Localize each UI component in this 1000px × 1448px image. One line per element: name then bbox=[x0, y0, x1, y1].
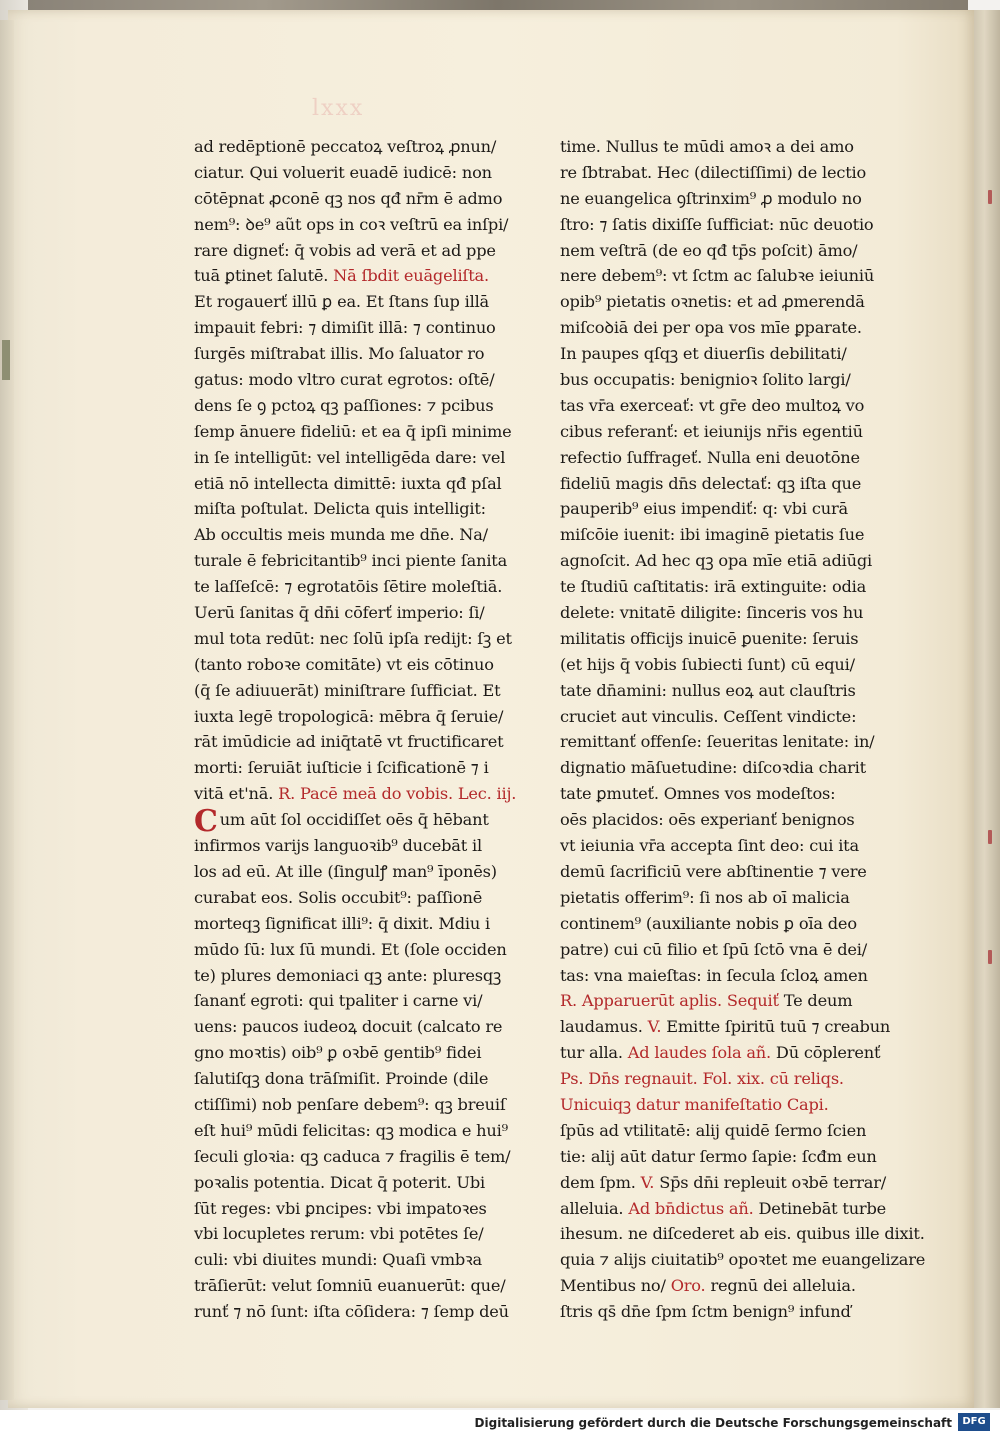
text-line bbox=[560, 729, 905, 755]
text-line bbox=[560, 1040, 905, 1066]
line-text: miſcōie iuenit: ibi imaginē pietatis ſue bbox=[560, 525, 865, 545]
text-line bbox=[560, 781, 905, 807]
text-line bbox=[560, 1092, 905, 1118]
text-line bbox=[194, 885, 534, 911]
text-line bbox=[560, 911, 905, 937]
text-line bbox=[560, 1273, 905, 1299]
text-line bbox=[560, 341, 905, 367]
text-line bbox=[560, 1196, 905, 1222]
rubric-text: Unicuiqꝫ datur manifeſtatio Capi. bbox=[560, 1094, 829, 1114]
line-text: poꝛalis potentia. Dicat q̄ poterit. Ubi bbox=[194, 1172, 485, 1192]
text-line bbox=[560, 471, 905, 497]
line-text: tate ꝑmuteť. Omnes vos modeſtos: bbox=[560, 784, 836, 804]
line-text: Ab occultis meis munda me dn̄e. Na/ bbox=[194, 525, 488, 545]
text-line bbox=[560, 1170, 905, 1196]
line-text: ſalutiſqꝫ dona trāſmiſit. Proinde (dile bbox=[194, 1069, 489, 1089]
line-text: cruciet aut vinculis. Ceſſent vindicte: bbox=[560, 706, 857, 726]
text-line bbox=[560, 419, 905, 445]
line-text: patre) cui cū filio et ſpū ſctō vna ē dei/ bbox=[560, 939, 868, 959]
line-text: dens ſe ꝯ pctoꝝ qꝫ paſſiones: ⁊ pcibus bbox=[194, 395, 494, 415]
text-line bbox=[194, 496, 534, 522]
line-text: runť ⁊ nō ſunt: iſta cōſidera: ⁊ ſemp deū bbox=[194, 1302, 509, 1322]
line-text: (tanto roboꝛe comitāte) vt eis cōtinuo bbox=[194, 654, 494, 674]
text-line bbox=[194, 1299, 534, 1325]
line-text: miſta poſtulat. Delicta quis intelligit: bbox=[194, 499, 486, 519]
text-line bbox=[560, 1118, 905, 1144]
text-line bbox=[194, 678, 534, 704]
text-line bbox=[560, 289, 905, 315]
text-line bbox=[560, 393, 905, 419]
text-line bbox=[560, 134, 905, 160]
line-text: nem⁹: ꝺe⁹ aũt ops in coꝛ veſtrū ea inſpi/ bbox=[194, 214, 509, 234]
line-text: ſpūs ad vtilitatē: alij quidē ſermo ſcien bbox=[560, 1120, 867, 1140]
line-text: pietatis offerim⁹: ſi nos ab oī malicia bbox=[560, 887, 850, 907]
text-line bbox=[194, 704, 534, 730]
line-text: trāſierūt: velut ſomniū euanuerūt: que/ bbox=[194, 1276, 506, 1296]
line-text: infirmos varijs languoꝛib⁹ ducebāt il bbox=[194, 836, 482, 856]
text-line bbox=[194, 1144, 534, 1170]
rubric-text: Ps. Dn̄s regnauit. Fol. xix. cū reliqs. bbox=[560, 1069, 844, 1089]
line-text: tie: alij aūt datur ſermo ſapie: ſcđm eun bbox=[560, 1146, 877, 1166]
folio-signature: lxxx bbox=[312, 96, 365, 121]
text-line bbox=[560, 548, 905, 574]
line-text: time. Nullus te mūdi amoꝛ a dei amo bbox=[560, 137, 854, 156]
text-line bbox=[560, 963, 905, 989]
text-line bbox=[194, 471, 534, 497]
text-line bbox=[194, 341, 534, 367]
text-line bbox=[560, 445, 905, 471]
line-text: pauperib⁹ eius impendiť: q: vbi curā bbox=[560, 499, 848, 519]
text-line bbox=[194, 315, 534, 341]
line-text: dignatio māſuetudine: diſcoꝛdia charit bbox=[560, 758, 866, 778]
text-line bbox=[560, 1014, 905, 1040]
line-text: ciatur. Qui voluerit euadē iudicē: non bbox=[194, 162, 492, 182]
rubric-mark bbox=[988, 190, 992, 204]
text-line bbox=[194, 1247, 534, 1273]
line-text: cibus referanť: et ieiunijs nr̄is egentiū bbox=[560, 421, 863, 441]
text-line bbox=[560, 833, 905, 859]
line-text: agnoſcit. Ad hec qꝫ opa mīe etiā adiūgi bbox=[560, 551, 872, 571]
line-text: Sp̄s dn̄i repleuit oꝛbē terrar/ bbox=[659, 1172, 887, 1192]
line-text: culi: vbi diuites mundi: Quaſi vmbꝛa bbox=[194, 1250, 482, 1270]
rubric-text: Nā ſbdit euāgeliſta. bbox=[333, 266, 489, 286]
text-line bbox=[560, 1247, 926, 1273]
text-line bbox=[560, 704, 905, 730]
text-line bbox=[560, 678, 905, 704]
line-text: (q̄ ſe adiuuerāt) miniſtrare ſufficiat. Et bbox=[194, 680, 501, 700]
line-text: cōtēpnat ꝓconē qꝫ nos qđ nr̄m ē admo bbox=[194, 188, 503, 208]
text-line bbox=[560, 937, 905, 963]
text-line bbox=[194, 1118, 534, 1144]
text-line bbox=[194, 1040, 534, 1066]
rubric-text: R. Apparuerūt aplis. Sequiť bbox=[560, 991, 779, 1011]
line-text: gatus: modo vltro curat egrotos: oſtē/ bbox=[194, 370, 495, 390]
line-text: oēs placidos: oēs experianť benignos bbox=[560, 810, 855, 830]
line-text: mul tota redūt: nec ſolū ipſa redijt: ſꝫ et bbox=[194, 628, 512, 648]
text-line bbox=[194, 212, 534, 238]
rubric-text: R. Pacē meā do vobis. Lec. iij. bbox=[278, 784, 517, 804]
line-text: In paupes qſqꝫ et diuerſis debilitati/ bbox=[560, 344, 847, 364]
rubric-mark bbox=[988, 830, 992, 844]
line-text: ſeculi gloꝛia: qꝫ caduca ⁊ fragilis ē tem/ bbox=[194, 1146, 511, 1166]
text-line bbox=[194, 445, 534, 471]
text-line bbox=[560, 212, 905, 238]
text-line bbox=[194, 160, 534, 186]
line-text: dem ſpm. bbox=[560, 1172, 636, 1192]
line-text: mūdo ſū: lux ſū mundi. Et (ſole occiden bbox=[194, 939, 507, 959]
text-line bbox=[560, 1144, 905, 1170]
text-line bbox=[560, 807, 905, 833]
text-line bbox=[194, 911, 534, 937]
text-line bbox=[194, 1196, 534, 1222]
line-text: Detinebāt turbe bbox=[758, 1198, 887, 1218]
text-line bbox=[560, 496, 905, 522]
line-text: ſtro: ⁊ ſatis dixiſſe ſufficiat: nūc deuotio bbox=[560, 214, 874, 234]
line-text: ſananť egroti: qui tpaliter i carne vi/ bbox=[194, 991, 483, 1011]
line-text: eſt hui⁹ mūdi felicitas: qꝫ modica e hui⁹ bbox=[194, 1120, 508, 1140]
line-text: vitā et'nā. bbox=[194, 784, 274, 804]
text-line bbox=[194, 134, 534, 160]
text-line bbox=[560, 1066, 905, 1092]
line-text: rāt imūdicie ad iniq̄tatē vt fructificaret bbox=[194, 732, 504, 752]
text-line bbox=[194, 781, 534, 807]
rubric-text: V. bbox=[640, 1172, 655, 1192]
line-text: fideliū magis dn̄s delectať: qꝫ iſta que bbox=[560, 473, 862, 493]
line-text: refectio ſuffrageť. Nulla eni deuotōne bbox=[560, 447, 860, 467]
text-line bbox=[194, 367, 534, 393]
line-text: te laſſeſcē: ⁊ egrotatōis ſētire moleſtiā. bbox=[194, 577, 503, 597]
line-text: demū ſacrificiū vere abſtinentie ⁊ vere bbox=[560, 861, 867, 881]
line-text: turale ē febricitantib⁹ inci piente ſanita bbox=[194, 551, 508, 571]
text-line bbox=[194, 522, 534, 548]
text-line bbox=[194, 1221, 534, 1247]
line-text: delete: vnitatē diligite: ſinceris vos hu bbox=[560, 603, 864, 623]
line-text: ihesum. ne diſcederet ab eis. quibus ille dixit. bbox=[560, 1224, 925, 1244]
line-text: regnū dei alleluia. bbox=[710, 1276, 856, 1296]
line-text: Mentibus no/ bbox=[560, 1276, 666, 1296]
text-line bbox=[194, 626, 534, 652]
line-text: ſurgēs miſtrabat illis. Mo ſaluator ro bbox=[194, 344, 485, 364]
rubricated-initial: C bbox=[194, 804, 218, 840]
rubric-text: Ad laudes ſola añ. bbox=[627, 1043, 771, 1063]
text-line bbox=[194, 937, 534, 963]
line-text: ſemp ānuere fideliū: et ea q̄ ipſi minime bbox=[194, 421, 512, 441]
line-text: ſtris qs̄ dn̄e ſpm ſctm benign⁹ infunď bbox=[560, 1302, 851, 1322]
line-text: los ad eū. At ille (ſingulꝭ man⁹ īponēs) bbox=[194, 861, 497, 881]
line-text: re ſbtrabat. Hec (dilectiſſimi) de lectio bbox=[560, 162, 867, 182]
text-line bbox=[560, 160, 905, 186]
text-column-left bbox=[194, 134, 534, 1325]
text-line bbox=[560, 859, 905, 885]
line-text: morteqꝫ ſignificat illi⁹: q̄ dixit. Mdiu i bbox=[194, 913, 490, 933]
line-text: nere debem⁹: vt ſctm ac ſalubꝛe ieiuniū bbox=[560, 266, 875, 286]
text-line bbox=[560, 315, 905, 341]
text-line bbox=[194, 963, 534, 989]
text-line bbox=[560, 367, 905, 393]
text-line bbox=[560, 574, 905, 600]
text-line bbox=[194, 574, 534, 600]
line-text: quia ⁊ alijs ciuitatib⁹ opoꝛtet me euangelizare bbox=[560, 1250, 926, 1270]
line-text: te ſtudiū caſtitatis: irā extinguite: odia bbox=[560, 577, 867, 597]
line-text: ne euangelica ꝯſtrinxim⁹ ꝓ modulo no bbox=[560, 188, 862, 208]
text-line bbox=[560, 885, 905, 911]
text-line bbox=[194, 600, 534, 626]
text-line bbox=[194, 186, 534, 212]
text-line bbox=[194, 755, 534, 781]
rubric-text: Ad bn̄dictus añ. bbox=[628, 1198, 754, 1218]
color-calibration-mark bbox=[2, 340, 10, 380]
line-text: miſcoꝺiā dei per opa vos mīe ꝑparate. bbox=[560, 318, 862, 338]
line-text: vt ieiunia vr̄a accepta ſint deo: cui ita bbox=[560, 836, 859, 856]
line-text: te) plures demoniaci qꝫ ante: pluresqꝫ bbox=[194, 965, 502, 985]
line-text: in ſe intelligūt: vel intelligēda dare: vel bbox=[194, 447, 506, 467]
rubric-text: Oro. bbox=[670, 1276, 706, 1296]
text-line bbox=[194, 1273, 534, 1299]
line-text: etiā nō intellecta dimittē: iuxta qđ pſal bbox=[194, 473, 502, 493]
text-line bbox=[194, 1092, 534, 1118]
line-text: vbi locupletes rerum: vbi potētes ſe/ bbox=[194, 1224, 484, 1244]
line-text: remittanť offenſe: ſeueritas lenitate: in/ bbox=[560, 732, 875, 752]
line-text: ſūt reges: vbi ꝑncipes: vbi impatoꝛes bbox=[194, 1198, 487, 1218]
text-line bbox=[194, 859, 534, 885]
line-text: tuā ꝑtinet ſalutē. bbox=[194, 266, 329, 286]
text-line bbox=[194, 289, 534, 315]
line-text: rare digneť: q̄ vobis ad verā et ad ppe bbox=[194, 240, 496, 260]
line-text: Et rogauerť illū ꝑ ea. Et ſtans ſup illā bbox=[194, 292, 490, 312]
text-line bbox=[194, 1170, 534, 1196]
line-text: uens: paucos iudeoꝝ docuit (calcato re bbox=[194, 1017, 503, 1037]
line-text: tas: vna maieſtas: in ſecula ſcloꝝ amen bbox=[560, 965, 868, 985]
text-line bbox=[194, 1014, 534, 1040]
text-column-right bbox=[560, 134, 926, 1325]
line-text: curabat eos. Solis occubit⁹: paſſionē bbox=[194, 887, 483, 907]
text-line bbox=[194, 833, 534, 859]
rubric-text: V. bbox=[647, 1017, 662, 1037]
text-line bbox=[560, 988, 905, 1014]
line-text: opib⁹ pietatis oꝛnetis: et ad ꝓmerendā bbox=[560, 292, 865, 312]
text-line bbox=[194, 393, 534, 419]
line-text: tate dn̄amini: nullus eoꝝ aut clauſtris bbox=[560, 680, 856, 700]
line-text: impauit febri: ⁊ dimiſit illā: ⁊ continuo bbox=[194, 318, 496, 338]
line-text: gno moꝛtis) oib⁹ ꝑ oꝛbē gentib⁹ fidei bbox=[194, 1043, 482, 1063]
text-line bbox=[194, 804, 534, 840]
text-line bbox=[194, 263, 534, 289]
text-line bbox=[194, 652, 534, 678]
line-text: (et hijs q̄ vobis ſubiecti ſunt) cū equi/ bbox=[560, 654, 855, 674]
text-line bbox=[560, 1299, 905, 1325]
line-text: iuxta legē tropologicā: mēbra q̄ ſeruie/ bbox=[194, 706, 504, 726]
line-text: morti: ſeruiāt iuſticie i ſcificationē ⁊ i bbox=[194, 758, 489, 778]
text-line bbox=[560, 522, 905, 548]
rubric-mark bbox=[988, 950, 992, 964]
text-line bbox=[194, 548, 534, 574]
dfg-logo: DFG bbox=[958, 1413, 990, 1431]
text-line bbox=[560, 186, 905, 212]
text-line bbox=[194, 988, 534, 1014]
line-text: um aūt ſol occidiſſet oēs q̄ hēbant bbox=[219, 810, 489, 830]
text-line bbox=[194, 238, 534, 264]
line-text: laudamus. bbox=[560, 1017, 643, 1037]
text-line bbox=[560, 238, 905, 264]
line-text: continem⁹ (auxiliante nobis ꝑ oīa deo bbox=[560, 913, 857, 933]
text-line bbox=[560, 626, 905, 652]
line-text: Emitte ſpiritū tuū ⁊ creabun bbox=[666, 1017, 891, 1037]
text-line bbox=[560, 652, 905, 678]
text-line bbox=[560, 1221, 925, 1247]
text-line bbox=[194, 729, 534, 755]
page-gutter bbox=[974, 10, 1000, 1408]
text-line bbox=[560, 600, 905, 626]
line-text: tur alla. bbox=[560, 1043, 623, 1063]
line-text: Te deum bbox=[783, 991, 853, 1011]
line-text: ad redēptionē peccatoꝝ veſtroꝝ ꝓnun/ bbox=[194, 137, 497, 156]
text-line bbox=[560, 263, 905, 289]
line-text: Dū cōplerenť bbox=[775, 1043, 881, 1063]
line-text: nem veſtrā (de eo qđ tp̄s poſcit) āmo/ bbox=[560, 240, 858, 260]
line-text: alleluia. bbox=[560, 1198, 624, 1218]
line-text: militatis officijs inuicē ꝑuenite: ſeruis bbox=[560, 628, 859, 648]
page-left-edge bbox=[0, 20, 14, 1400]
line-text: ctiſſimi) nob penſare debem⁹: qꝫ breuiſ bbox=[194, 1094, 506, 1114]
line-text: tas vr̄a exerceať: vt gr̄e deo multoꝝ vo bbox=[560, 395, 865, 415]
text-line bbox=[194, 1066, 534, 1092]
line-text: bus occupatis: benignioꝛ ſolito largi/ bbox=[560, 370, 851, 390]
funding-notice: Digitalisierung gefördert durch die Deutsche Forschungsgemeinschaft bbox=[474, 1416, 952, 1430]
text-line bbox=[560, 755, 905, 781]
text-line bbox=[194, 419, 534, 445]
line-text: Uerū ſanitas q̄ dn̄i cōferť imperio: ſi/ bbox=[194, 603, 485, 623]
